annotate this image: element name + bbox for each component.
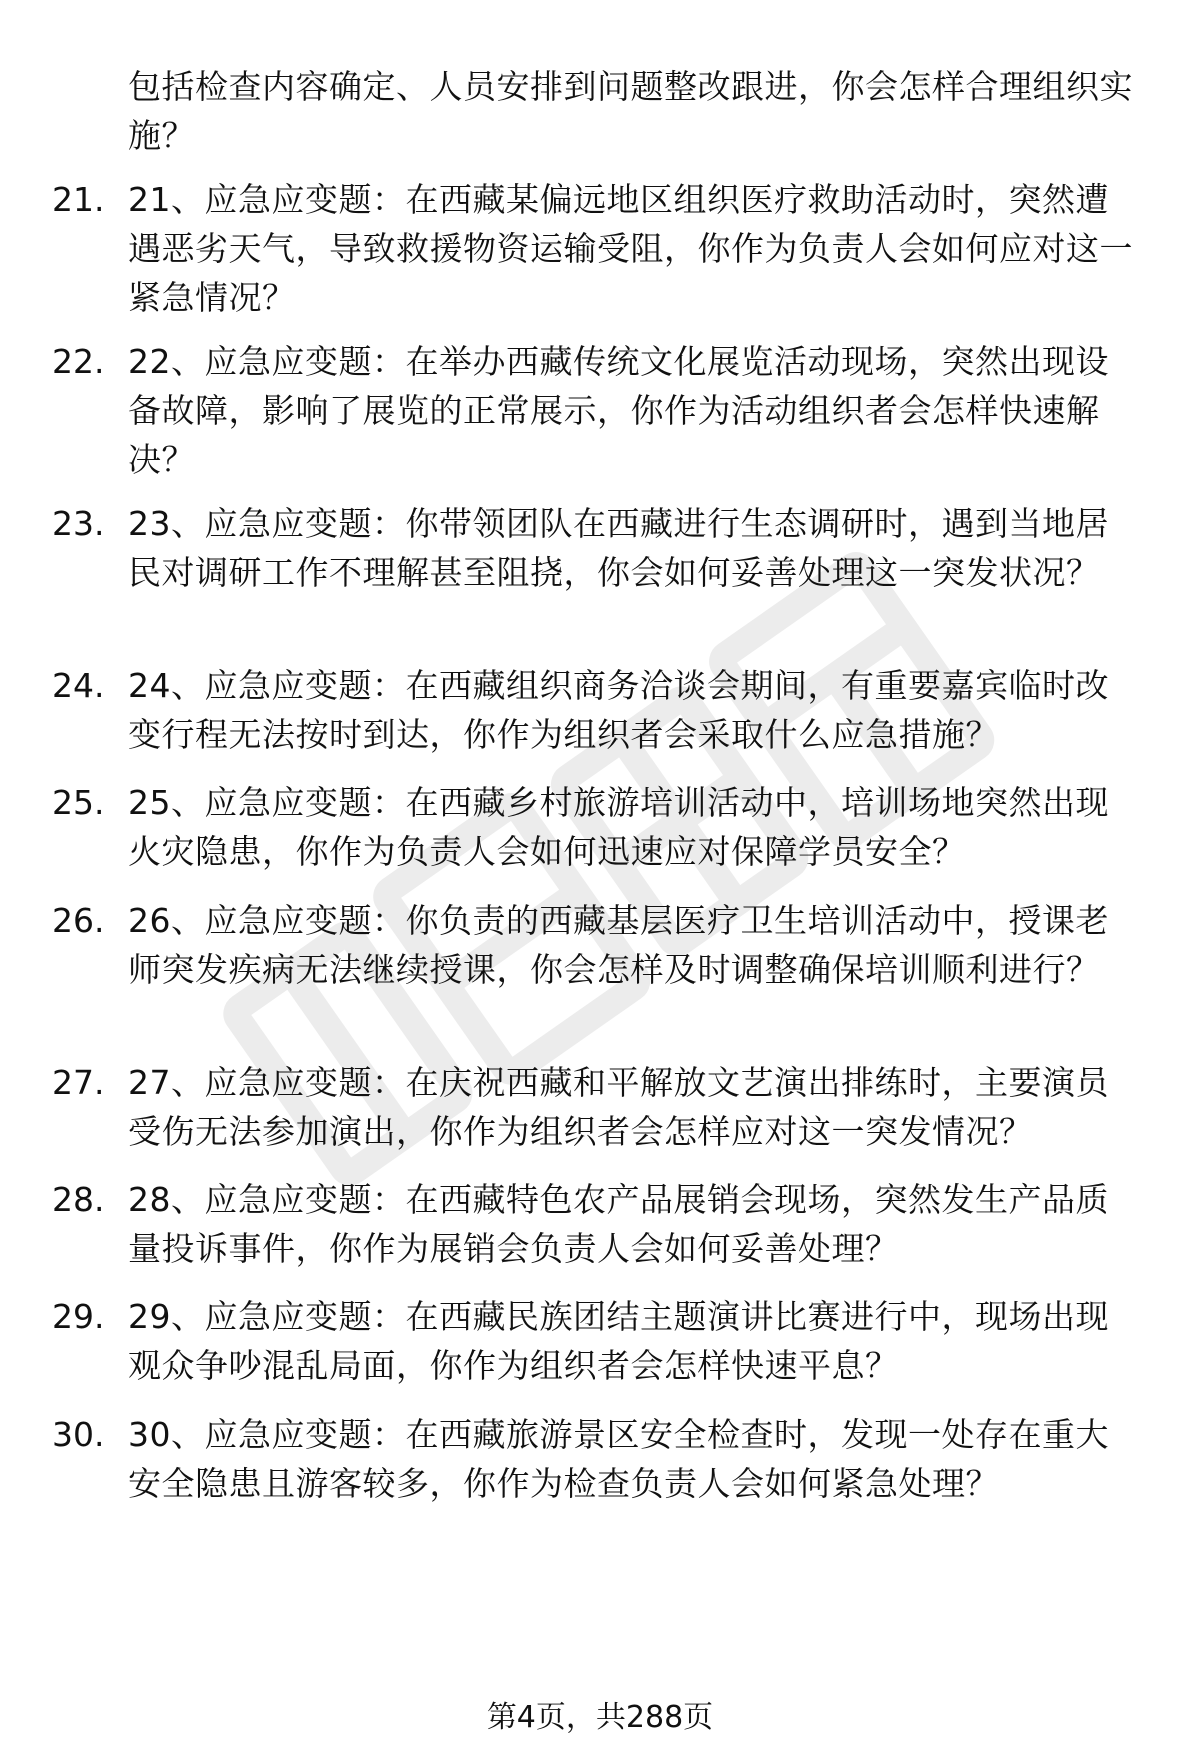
item-text: 21、应急应变题：在西藏某偏远地区组织医疗救助活动时，突然遭遇恶劣天气，导致救援物资运输受阻，你作为负责人会如何应对这一紧急情况？ (128, 180, 1133, 317)
item-text: 25、应急应变题：在西藏乡村旅游培训活动中，培训场地突然出现火灾隐患，你作为负责人会如何迅速应对保障学员安全？ (128, 783, 1109, 871)
item-number: 26. (52, 901, 105, 940)
item-text: 30、应急应变题：在西藏旅游景区安全检查时，发现一处存在重大安全隐患且游客较多，你作为检查负责人会如何紧急处理？ (128, 1415, 1109, 1503)
item-text: 26、应急应变题：你负责的西藏基层医疗卫生培训活动中，授课老师突发疾病无法继续授课，你会怎样及时调整确保培训顺利进行？ (128, 901, 1109, 989)
item-number: 28. (52, 1180, 105, 1219)
item-text: 29、应急应变题：在西藏民族团结主题演讲比赛进行中，现场出现观众争吵混乱局面，你作为组织者会怎样快速平息？ (128, 1297, 1109, 1385)
item-number: 29. (52, 1297, 105, 1336)
item-number: 21. (52, 180, 105, 219)
item-number: 23. (52, 504, 105, 543)
item-text: 23、应急应变题：你带领团队在西藏进行生态调研时，遇到当地居民对调研工作不理解甚至阻挠，你会如何妥善处理这一突发状况？ (128, 504, 1109, 592)
item-text: 24、应急应变题：在西藏组织商务洽谈会期间，有重要嘉宾临时改变行程无法按时到达，你作为组织者会采取什么应急措施？ (128, 666, 1109, 754)
item-number: 25. (52, 783, 105, 822)
item-number: 30. (52, 1415, 105, 1454)
item-number: 24. (52, 666, 105, 705)
intro-paragraph: 包括检查内容确定、人员安排到问题整改跟进，你会怎样合理组织实施？ (128, 67, 1133, 155)
page-footer: 第4页，共288页 (486, 1700, 714, 1735)
item-number: 27. (52, 1063, 105, 1102)
item-number: 22. (52, 342, 105, 381)
item-text: 28、应急应变题：在西藏特色农产品展销会现场，突然发生产品质量投诉事件，你作为展销会负责人会如何妥善处理？ (128, 1180, 1109, 1268)
item-text: 22、应急应变题：在举办西藏传统文化展览活动现场，突然出现设备故障，影响了展览的正常展示，你作为活动组织者会怎样快速解决？ (128, 342, 1109, 479)
item-text: 27、应急应变题：在庆祝西藏和平解放文艺演出排练时，主要演员受伤无法参加演出，你作为组织者会怎样应对这一突发情况？ (128, 1063, 1109, 1151)
